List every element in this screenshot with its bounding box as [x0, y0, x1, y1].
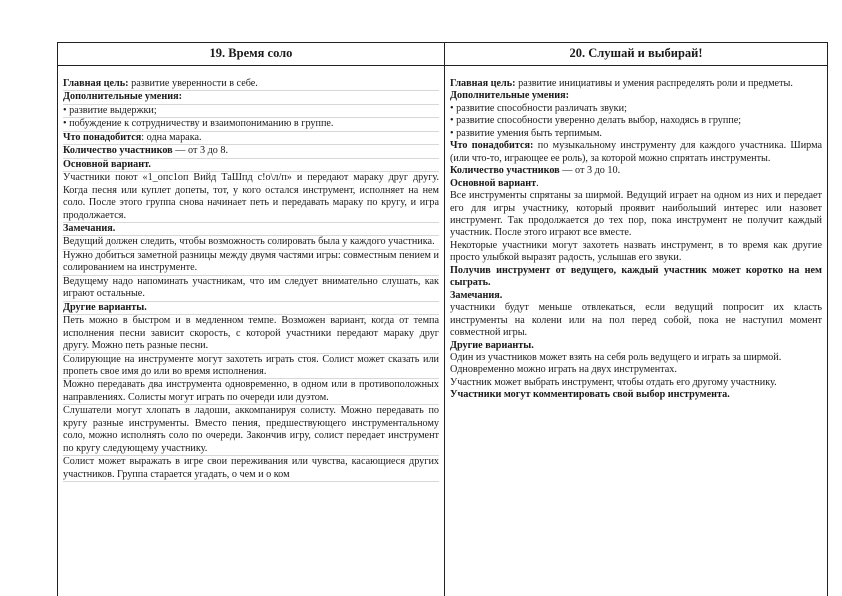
- paragraph-text: Петь можно в быстром и в медленном темпе. Возможен вариант, когда от темпа исполнения песни зависит скорость, с которой участники передают мараку друг другу. Можно петь разные песни.: [63, 315, 439, 352]
- paragraph-text: Ведущему надо напоминать участникам, что им следует внимательно слушать, как играют остальные.: [63, 275, 439, 300]
- paragraph-text: Можно передавать два инструмента одновременно, в одном или в противоположных направлениях. Солисты могут играть по очереди или дуэтом.: [63, 379, 439, 403]
- paragraph-text: Солирующие на инструменте могут захотеть играть стоя. Солист может сказать или пропеть свое имя до или во время исполнения.: [63, 353, 439, 377]
- paragraph-heading: Замечания.: [63, 222, 116, 234]
- paragraph-text: Некоторые участники могут захотеть назвать инструмент, в то время как другие просто улыбкой выразят радость, услышав его звуки.: [450, 239, 822, 264]
- paragraph-text: : одна марака.: [141, 131, 202, 143]
- paragraph-text: Солист может выражать в игре свои переживания или чувства, касающиеся других участников. Группа старается угадать, о чем и о ком: [63, 456, 439, 480]
- paragraph-text: Участник может выбрать инструмент, чтобы отдать его другому участнику.: [450, 376, 777, 388]
- paragraph-heading: Участники могут комментировать свой выбор инструмента.: [450, 389, 730, 401]
- text-paragraph: [63, 456, 439, 482]
- column-listen-choose: [445, 43, 827, 596]
- paragraph-heading: Другие варианты.: [63, 301, 147, 313]
- paragraph-heading: Главная цель:: [450, 78, 516, 89]
- text-paragraph: [450, 115, 822, 127]
- text-paragraph: [63, 236, 439, 249]
- paragraph-heading: Количество участников: [450, 165, 560, 177]
- text-paragraph: [450, 90, 822, 102]
- paragraph-heading: Получив инструмент от ведущего, каждый участник может коротко на нем сыграть.: [450, 264, 822, 289]
- paragraph-text: развитие уверенности в себе.: [128, 78, 258, 89]
- paragraph-text: .: [536, 177, 539, 189]
- text-paragraph: [450, 78, 822, 90]
- paragraph-heading: Главная цель:: [63, 78, 129, 89]
- text-paragraph: [63, 172, 439, 223]
- paragraph-text: • развитие способности различать звуки;: [450, 102, 627, 114]
- text-paragraph: [450, 103, 822, 115]
- text-paragraph: [63, 276, 439, 302]
- text-paragraph: [450, 178, 822, 190]
- text-paragraph: [63, 379, 439, 405]
- column-title-listen-choose: 20. Слушай и выбирай!: [445, 43, 827, 66]
- text-paragraph: [450, 389, 822, 401]
- text-paragraph: [63, 250, 439, 276]
- paragraph-heading: Что понадобится:: [450, 140, 534, 152]
- text-paragraph: [450, 377, 822, 389]
- text-paragraph: [450, 190, 822, 240]
- text-paragraph: [63, 118, 439, 131]
- text-paragraph: [63, 405, 439, 456]
- text-paragraph: [63, 223, 439, 236]
- paragraph-heading: Другие варианты.: [450, 339, 534, 351]
- lesson-table: [57, 42, 828, 596]
- text-paragraph: [63, 78, 439, 91]
- paragraph-text: Одновременно можно играть на двух инструментах.: [450, 364, 677, 376]
- text-paragraph: [63, 302, 439, 315]
- text-paragraph: [63, 145, 439, 158]
- paragraph-text: Все инструменты спрятаны за ширмой. Ведущий играет на одном из них и передает его для игры участнику, который проявит наибольший интерес или назовет инструмент. Так продолжается до тех пор, пока инструмент не получит каждый участник. После этого играют все вместе.: [450, 190, 822, 239]
- text-paragraph: [450, 265, 822, 290]
- text-paragraph: [63, 354, 439, 380]
- paragraph-text: Один из участников может взять на себя роль ведущего и играть за ширмой.: [450, 351, 782, 363]
- paragraph-text: • развитие умения быть терпимым.: [450, 127, 602, 139]
- paragraph-text: • побуждение к сотрудничеству и взаимопониманию в группе.: [63, 118, 334, 130]
- paragraph-heading: Замечания.: [450, 289, 503, 301]
- paragraph-text: • развитие выдержки;: [63, 104, 157, 116]
- text-paragraph: [450, 240, 822, 265]
- paragraph-text: Ведущий должен следить, чтобы возможность солировать была у каждого участника.: [63, 236, 435, 248]
- text-paragraph: [450, 165, 822, 177]
- text-paragraph: [63, 159, 439, 172]
- text-paragraph: [450, 140, 822, 165]
- paragraph-heading: Количество участников: [63, 145, 173, 157]
- paragraph-text: — от 3 до 8.: [172, 145, 229, 157]
- paragraph-text: по музыкальному инструменту для каждого участника. Ширма (или что-то, играющее ее роль), за которой можно спрятать инструменты.: [450, 140, 823, 164]
- column-body-listen-choose: [445, 78, 827, 402]
- paragraph-text: участники будут меньше отвлекаться, если ведущий попросит их класть инструменты на колени или на пол перед собой, пока не наступил момент совместной игры.: [450, 302, 822, 339]
- paragraph-heading: Дополнительные умения:: [63, 91, 182, 103]
- paragraph-heading: Дополнительные умения:: [450, 90, 569, 102]
- paragraph-text: Нужно добиться заметной разницы между двумя частями игры: совместным пением и солированием на инструменте.: [63, 249, 439, 274]
- text-paragraph: [450, 364, 822, 376]
- column-time-solo: [58, 43, 445, 596]
- text-paragraph: [63, 91, 439, 104]
- text-paragraph: [63, 105, 439, 118]
- text-paragraph: [63, 315, 439, 353]
- paragraph-heading: Основной вариант: [450, 177, 537, 189]
- text-paragraph: [450, 302, 822, 339]
- paragraph-text: • развитие способности уверенно делать выбор, находясь в группе;: [450, 115, 742, 127]
- paragraph-text: Участники поют «1_опс1оп Вийд ТаШпд с!о\л/п» и передают мараку друг другу. Когда песня или куплет допеты, тот, у кого остался инструмент, исполняет на нем соло. После этого группа снова начинает петь и передавать мараку по кругу, и игра продолжается.: [63, 172, 439, 221]
- column-title-time-solo: 19. Время соло: [58, 43, 444, 66]
- text-paragraph: [450, 352, 822, 364]
- paragraph-text: Слушатели могут хлопать в ладоши, аккомпанируя солисту. Можно передавать по кругу разные инструменты. Вместо пения, предшествующего инструментальному соло, можно исполнять соло по очереди. Закончив игру, солист передает инструмент по кругу следующему участнику.: [63, 405, 439, 454]
- text-paragraph: [450, 340, 822, 352]
- column-body-time-solo: [58, 78, 444, 482]
- text-paragraph: [63, 132, 439, 145]
- text-paragraph: [450, 128, 822, 140]
- paragraph-text: развитие инициативы и умения распределять роли и предметы.: [515, 78, 793, 89]
- paragraph-heading: Основной вариант.: [63, 158, 151, 170]
- text-paragraph: [450, 290, 822, 302]
- paragraph-heading: Что понадобится: [63, 131, 142, 143]
- paragraph-text: — от 3 до 10.: [559, 165, 621, 177]
